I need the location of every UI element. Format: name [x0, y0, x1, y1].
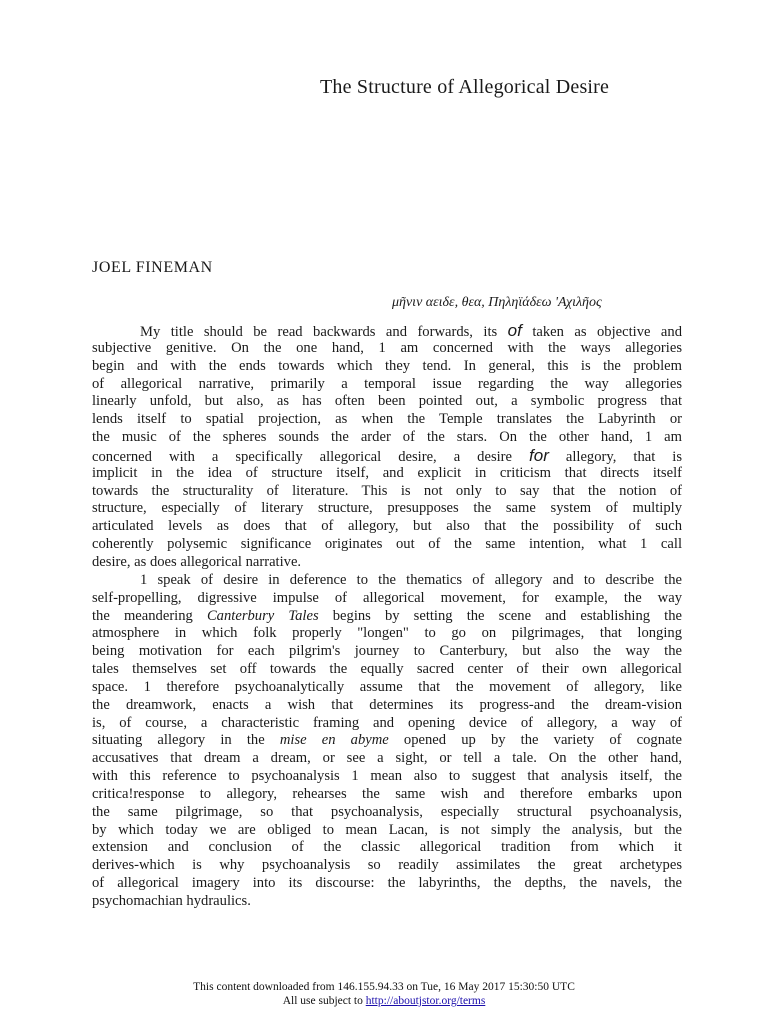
text-run: with this reference to psychoanalysis 1 mean also to suggest that analysis itself, the	[92, 768, 682, 785]
text-line	[92, 429, 682, 447]
text-run: allegory, that is	[548, 448, 683, 465]
emphasized-word: of	[507, 321, 522, 340]
text-run: subjective genitive. On the one hand, 1 am concerned with the ways allegories	[92, 339, 682, 356]
text-line	[92, 500, 682, 518]
text-run: coherently polysemic significance originates out of the same intention, what 1 call	[92, 536, 682, 553]
text-line	[92, 875, 682, 893]
download-note: This content downloaded from 146.155.94.33 on Tue, 16 May 2017 15:30:50 UTC	[193, 981, 575, 993]
text-line	[92, 590, 682, 608]
text-run: the dreamwork, enacts a wish that determines its progress-and the dream-vision	[92, 696, 682, 713]
text-line	[92, 322, 682, 340]
text-line	[92, 661, 682, 679]
text-run: implicit in the idea of structure itself, and explicit in criticism that directs itself	[92, 464, 682, 481]
text-run: being motivation for each pilgrim's journey to Canterbury, but also the way the	[92, 643, 682, 660]
text-line	[92, 643, 682, 661]
emphasized-word: for	[529, 445, 549, 465]
text-run: the meandering	[92, 607, 207, 624]
text-line	[92, 411, 682, 429]
article-title: The Structure of Allegorical Desire	[320, 76, 610, 98]
text-run: derives-which is why psychoanalysis so readily assimilates the great archetypes	[92, 857, 682, 874]
text-run: opened up by the variety of cognate	[388, 732, 682, 749]
text-run: towards the structurality of literature. This is not only to say that the notion of	[92, 482, 682, 499]
text-run: psychomachian hydraulics.	[92, 893, 251, 909]
text-line	[92, 768, 682, 786]
text-run: critica!response to allegory, rehearses the same wish and therefore embarks upon	[92, 785, 682, 802]
text-run: atmosphere in which folk properly "longen" to go on pilgrimages, that longing	[92, 625, 682, 642]
text-run: is, of course, a characteristic framing and opening device of allegory, a way of	[92, 714, 682, 731]
text-run: the music of the spheres sounds the arder of the stars. On the other hand, 1 am	[92, 429, 682, 446]
text-run: self-propelling, digressive impulse of allegorical movement, for example, the way	[92, 589, 682, 606]
text-line	[92, 857, 682, 875]
text-run: of allegorical narrative, primarily a temporal issue regarding the way allegories	[92, 375, 682, 392]
text-run: situating allegory in the	[92, 732, 280, 749]
page-footer	[0, 980, 768, 1008]
text-run: 1 speak of desire in deference to the thematics of allegory and to describe the	[140, 571, 682, 588]
text-line	[92, 447, 682, 465]
text-line	[92, 465, 682, 483]
text-line	[92, 608, 682, 626]
text-run: space. 1 therefore psychoanalytically assume that the movement of allegory, like	[92, 678, 682, 695]
terms-line	[0, 994, 768, 1008]
text-line	[92, 572, 682, 590]
text-run: structure, especially of literary structure, presupposes the same system of multiply	[92, 500, 682, 517]
text-line	[92, 893, 682, 911]
text-run: the same pilgrimage, so that psychoanalysis, especially structural psychoanalysis,	[92, 803, 682, 820]
text-line	[92, 393, 682, 411]
text-line	[92, 340, 682, 358]
text-line	[92, 358, 682, 376]
text-line	[92, 732, 682, 750]
text-run: by which today we are obliged to mean Lacan, is not simply the analysis, but the	[92, 821, 682, 838]
text-run: desire, as does allegorical narrative.	[92, 553, 302, 570]
text-run: lends itself to spatial projection, as when the Temple translates the Labyrinth or	[92, 411, 682, 428]
text-line	[92, 697, 682, 715]
text-line	[92, 518, 682, 536]
text-run: linearly unfold, but also, as has often been pointed out, a symbolic progress that	[92, 393, 682, 410]
greek-epigraph: μῆνιν αειδε, θεα, Πηληϊάδεω 'Αχιλῆος	[392, 295, 602, 310]
text-run: accusatives that dream a dream, or see a sight, or tell a tale. On the other hand,	[92, 750, 682, 767]
text-run: begins by setting the scene and establishing the	[318, 607, 682, 624]
italic-title-text: Canterbury Tales	[206, 607, 319, 624]
text-line	[92, 804, 682, 822]
text-line	[92, 750, 682, 768]
text-line	[92, 839, 682, 857]
terms-prefix: All use subject to	[282, 995, 366, 1007]
text-line	[92, 679, 682, 697]
author-name: JOEL FINEMAN	[92, 259, 213, 276]
text-line	[92, 786, 682, 804]
article-body	[92, 322, 682, 911]
text-run: tales themselves set off towards the equally sacred center of their own allegorical	[92, 661, 682, 678]
text-run: articulated levels as does that of allegory, but also that the possibility of such	[92, 518, 682, 535]
italic-title-text: mise en abyme	[279, 732, 389, 749]
text-run: extension and conclusion of the classic allegorical tradition from which it	[92, 839, 682, 856]
text-line	[92, 625, 682, 643]
text-line	[92, 715, 682, 733]
text-line	[92, 536, 682, 554]
text-run: My title should be read backwards and forwards, its	[140, 324, 508, 340]
text-run: begin and with the ends towards which they tend. In general, this is the problem	[92, 357, 682, 374]
text-run: concerned with a specifically allegorical desire, a desire	[92, 448, 530, 465]
text-run: taken as objective and	[521, 324, 683, 340]
text-line	[92, 483, 682, 501]
terms-link[interactable]: http://aboutjstor.org/terms	[365, 995, 486, 1007]
text-line	[92, 376, 682, 394]
text-run: of allegorical imagery into its discourse: the labyrinths, the depths, the navels, the	[92, 875, 682, 892]
text-line	[92, 554, 682, 572]
text-line	[92, 822, 682, 840]
